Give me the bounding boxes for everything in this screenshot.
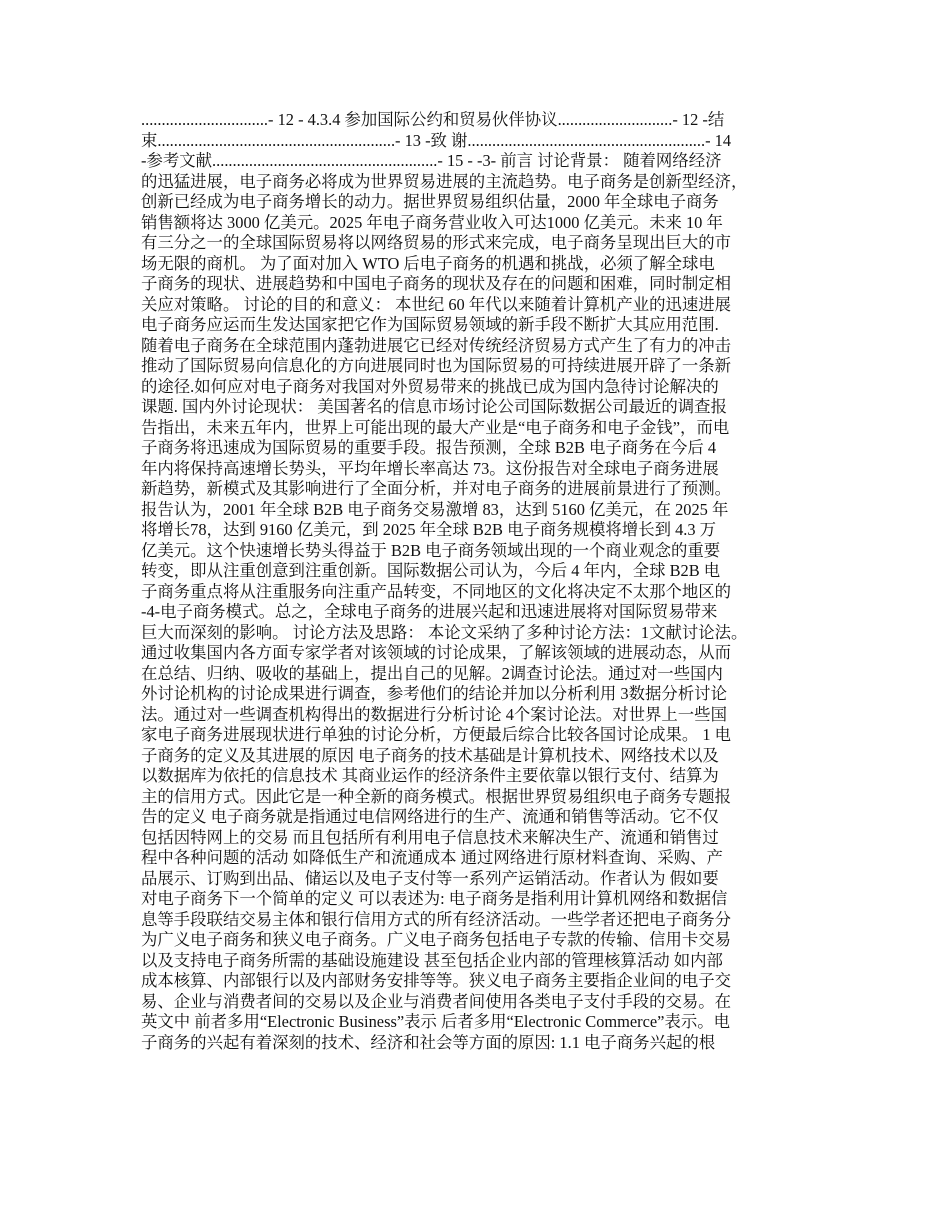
text-line: 对电子商务下一个简单的定义 可以表述为: 电子商务是指利用计算机网络和数据信 bbox=[141, 889, 728, 908]
text-line: 子商务的现状、进展趋势和中国电子商务的现状及存在的问题和困难，同时制定相 bbox=[141, 274, 732, 293]
text-line: 品展示、订购到出品、储运以及电子支付等一系列产运销活动。作者认为 假如要 bbox=[141, 868, 719, 888]
text-line: 法。通过对一些调查机构得出的数据进行分析讨论 4个案讨论法。对世界上一些国 bbox=[141, 704, 727, 724]
text-line: 程中各种问题的活动 如降低生产和流通成本 通过网络进行原材料查询、采购、产 bbox=[141, 848, 723, 867]
text-line: 主的信用方式。因此它是一种全新的商务模式。根据世界贸易组织电子商务专题报 bbox=[141, 786, 732, 806]
text-line: 束..........................................................- 13 -致 谢..........................................................- 14 bbox=[141, 130, 732, 150]
text-line: 创新已经成为电子商务增长的动力。据世界贸易组织估量，2000 年全球电子商务 bbox=[141, 192, 719, 211]
text-line: 家电子商务进展现状进行单独的讨论分析，方便最后综合比较各国讨论成果。 1 电 bbox=[141, 725, 732, 744]
text-line: 在总结、归纳、吸收的基础上，提出自己的见解。2调查讨论法。通过对一些国内 bbox=[141, 663, 723, 683]
text-line: 场无限的商机。 为了面对加入 WTO 后电子商务的机遇和挑战，必须了解全球电 bbox=[141, 253, 715, 273]
text-line: 为广义电子商务和狭义电子商务。广义电子商务包括电子专款的传输、信用卡交易 bbox=[141, 930, 732, 949]
text-line: 的途径.如何应对电子商务对我国对外贸易带来的挑战已成为国内急待讨论解决的 bbox=[141, 376, 719, 396]
text-line: 推动了国际贸易向信息化的方向进展同时也为国际贸易的可持续进展开辟了一条新 bbox=[141, 356, 732, 375]
text-line: 的迅猛进展，电子商务必将成为世界贸易进展的主流趋势。电子商务是创新型经济， bbox=[141, 171, 748, 191]
text-line: 易、企业与消费者间的交易以及企业与消费者间使用各类电子支付手段的交易。在 bbox=[141, 991, 732, 1011]
text-line: -4-电子商务模式。总之，全球电子商务的进展兴起和迅速进展将对国际贸易带来 bbox=[141, 602, 718, 621]
text-line: 子商务将迅速成为国际贸易的重要手段。报告预测，全球 B2B 电子商务在今后 4 bbox=[141, 438, 717, 457]
text-line: 销售额将达 3000 亿美元。2025 年电子商务营业收入可达1000 亿美元。未来 10 年 bbox=[141, 212, 723, 232]
text-line: 年内将保持高速增长势头，平均年增长率高达 73。这份报告对全球电子商务进展 bbox=[141, 458, 719, 478]
text-line: 通过收集国内各方面专家学者对该领域的讨论成果，了解该领域的进展动态，从而 bbox=[141, 643, 732, 662]
text-line: 子商务的兴起有着深刻的技术、经济和社会等方面的原因: 1.1 电子商务兴起的根 bbox=[141, 1032, 716, 1052]
text-line: 以数据库为依托的信息技术 其商业运作的经济条件主要依靠以银行支付、结算为 bbox=[141, 766, 719, 785]
text-line: 课题. 国内外讨论现状： 美国著名的信息市场讨论公司国际数据公司最近的调查报 bbox=[141, 397, 727, 416]
document-body-text bbox=[141, 110, 950, 1053]
text-line: 外讨论机构的讨论成果进行调查，参考他们的结论并加以分析利用 3数据分析讨论 bbox=[141, 684, 727, 703]
text-line: 告的定义 电子商务就是指通过电信网络进行的生产、流通和销售等活动。它不仅 bbox=[141, 807, 719, 826]
text-line: 巨大而深刻的影响。 讨论方法及思路： 本论文采纳了多种讨论方法：1文献讨论法。 bbox=[141, 622, 748, 642]
text-line: 报告认为，2001 年全球 B2B 电子商务交易激增 83，达到 5160 亿美元，在 2025 年 bbox=[141, 499, 729, 519]
text-line: 关应对策略。 讨论的目的和意义： 本世纪 60 年代以来随着计算机产业的迅速进展 bbox=[141, 294, 732, 314]
text-line: 息等手段联结交易主体和银行信用方式的所有经济活动。一些学者还把电子商务分 bbox=[141, 909, 732, 929]
text-line: 有三分之一的全球国际贸易将以网络贸易的形式来完成，电子商务呈现出巨大的市 bbox=[141, 233, 732, 252]
text-line: 新趋势，新模式及其影响进行了全面分析，并对电子商务的进展前景进行了预测。 bbox=[141, 479, 732, 498]
text-line: 告指出，未来五年内，世界上可能出现的最大产业是“电子商务和电子金钱”，而电 bbox=[141, 417, 730, 437]
text-line: 随着电子商务在全球范围内蓬勃进展它已经对传统经济贸易方式产生了有力的冲击 bbox=[141, 335, 732, 355]
text-line: 子商务的定义及其进展的原因 电子商务的技术基础是计算机技术、网络技术以及 bbox=[141, 745, 719, 765]
text-line: 英文中 前者多用“Electronic Business”表示 后者多用“Electronic Commerce”表示。电 bbox=[141, 1012, 731, 1031]
text-line: 将增长78，达到 9160 亿美元，到 2025 年全球 B2B 电子商务规模将增长到 4.3 万 bbox=[141, 520, 717, 539]
text-line: 以及支持电子商务所需的基础设施建设 甚至包括企业内部的管理核算活动 如内部 bbox=[141, 950, 723, 970]
text-line: 子商务重点将从注重服务向注重产品转变，不同地区的文化将决定不太那个地区的 bbox=[141, 581, 732, 601]
text-line: ...............................- 12 - 4.3.4 参加国际公约和贸易伙伴协议............................- 12 -结 bbox=[141, 110, 725, 129]
text-line: 亿美元。这个快速增长势头得益于 B2B 电子商务领域出现的一个商业观念的重要 bbox=[141, 540, 721, 560]
text-line: 电子商务应运而生发达国家把它作为国际贸易领域的新手段不断扩大其应用范围. bbox=[141, 315, 719, 334]
text-line: -参考文献.......................................................- 15 - -3- 前言 讨论背景： 随着网络经济 bbox=[141, 151, 722, 170]
text-line: 成本核算、内部银行以及内部财务安排等等。狭义电子商务主要指企业间的电子交 bbox=[141, 971, 732, 990]
text-line: 包括因特网上的交易 而且包括所有利用电子信息技术来解决生产、流通和销售过 bbox=[141, 827, 719, 847]
text-line: 转变，即从注重创意到注重创新。国际数据公司认为，今后 4 年内，全球 B2B 电 bbox=[141, 561, 721, 580]
